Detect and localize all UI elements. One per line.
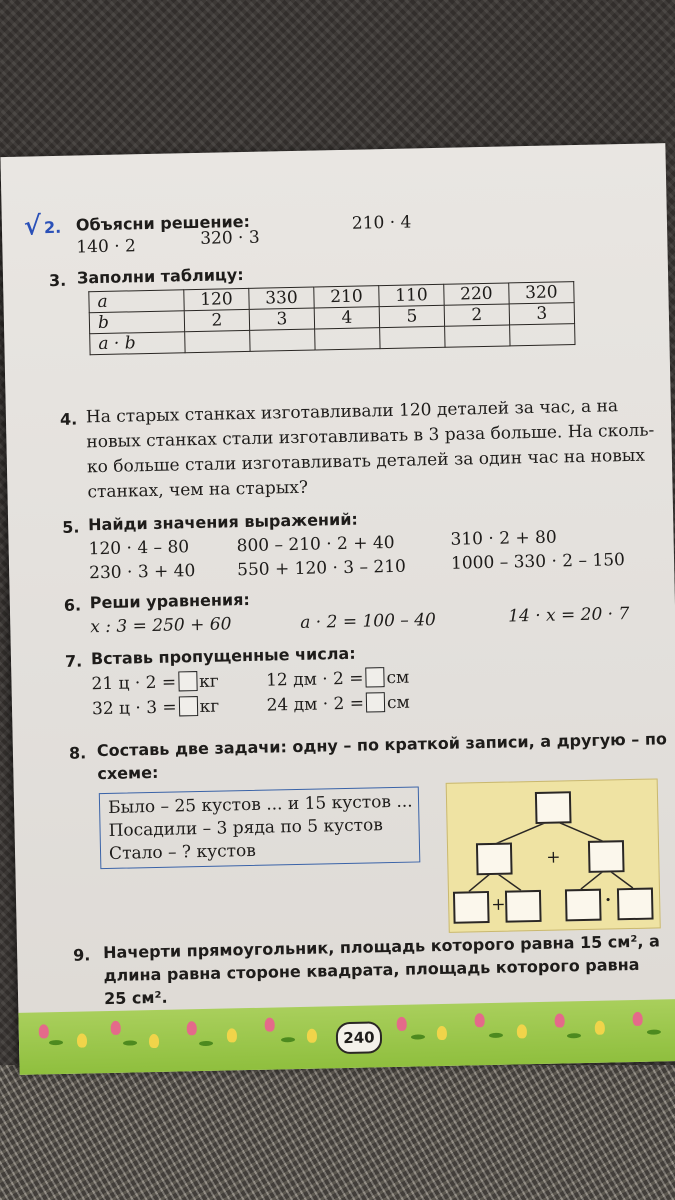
- task-6-eq-3: 14 · x = 20 · 7: [507, 603, 630, 627]
- flower-icon: [149, 1034, 159, 1048]
- task-7-expr: 21 ц · 2 =: [91, 672, 177, 695]
- leaf-icon: [411, 1034, 425, 1039]
- leaf-icon: [199, 1041, 213, 1046]
- flower-icon: [633, 1012, 643, 1026]
- task-7-number: 7.: [64, 651, 83, 671]
- table-cell: 210: [314, 286, 379, 308]
- short-note-line: Стало – ? кустов: [108, 840, 257, 864]
- task-8-line-2: схеме:: [97, 762, 159, 784]
- task-5-expr-3: 310 · 2 + 80: [450, 527, 557, 550]
- table-cell-empty: [185, 330, 250, 352]
- task-4-number: 4.: [59, 409, 78, 429]
- task-8-number: 8.: [68, 743, 87, 763]
- task-9-number: 9.: [72, 945, 91, 965]
- task-6-eq-1: x : 3 = 250 + 60: [90, 614, 232, 638]
- table-cell: 110: [379, 284, 444, 306]
- task-5-title: Найди значения выражений:: [87, 509, 359, 535]
- table-row-header: b: [89, 311, 184, 334]
- task-8-line-1: Составь две задачи: одну – по краткой записи, а другую – по: [96, 729, 668, 761]
- page-number: 240: [336, 1021, 383, 1054]
- flower-icon: [307, 1029, 317, 1043]
- table-cell: 330: [249, 287, 314, 309]
- task-4-text: [86, 393, 656, 505]
- plus-sign: +: [491, 894, 506, 915]
- table-cell-empty: [250, 329, 315, 351]
- flower-icon: [39, 1024, 49, 1038]
- task-5-expr-5: 550 + 120 · 3 – 210: [236, 556, 407, 581]
- task-7-title: Вставь пропущенные числа:: [90, 643, 356, 669]
- table-cell-empty: [380, 326, 445, 348]
- answer-box: [365, 667, 384, 687]
- task-2-title: Объясни решение:: [75, 211, 251, 235]
- task-5-expr-1: 120 · 4 – 80: [88, 537, 190, 560]
- table-cell: 2: [444, 304, 509, 326]
- table-cell-empty: [315, 328, 380, 350]
- flower-icon: [517, 1024, 527, 1038]
- leaf-icon: [49, 1040, 63, 1045]
- textbook-page: [0, 143, 675, 1075]
- flower-icon: [595, 1021, 605, 1035]
- task-7-expr: 12 дм · 2 =: [265, 668, 364, 691]
- task-6-eq-2: a · 2 = 100 – 40: [300, 610, 437, 633]
- task-7-row-2: [92, 692, 410, 720]
- task-6-title: Реши уравнения:: [89, 589, 250, 613]
- task-9-line-2: длина равна стороне квадрата, площадь которого равна: [103, 954, 640, 986]
- scheme-box-low: [617, 888, 654, 921]
- unit-label: кг: [198, 671, 219, 693]
- task-2-expr-3: 210 · 4: [351, 212, 412, 234]
- table-cell-empty: [510, 324, 575, 346]
- task-3-title: Заполни таблицу:: [76, 264, 244, 288]
- check-mark-icon: √: [23, 211, 42, 242]
- flower-icon: [397, 1017, 407, 1031]
- scheme-box-mid-left: [476, 843, 513, 876]
- task-9-line-1: Начерти прямоугольник, площадь которого равна 15 см², а: [102, 931, 660, 963]
- task-5-expr-6: 1000 – 330 · 2 – 150: [450, 550, 626, 574]
- scheme-diagram: [446, 778, 661, 932]
- task-4-line: станках, чем на старых?: [87, 477, 309, 503]
- task-5-expr-4: 230 · 3 + 40: [88, 561, 196, 584]
- answer-box: [178, 671, 197, 691]
- table-row-header: a · b: [90, 332, 185, 355]
- task-7-row-1: [91, 667, 409, 695]
- answer-box: [366, 692, 385, 712]
- scheme-box-top: [535, 791, 572, 824]
- scheme-box-low: [453, 891, 490, 924]
- multiply-sign: ·: [604, 890, 612, 911]
- short-note-box: [99, 786, 421, 869]
- task-2-expr-1: 140 · 2: [76, 236, 137, 258]
- flower-icon: [555, 1013, 565, 1027]
- fill-table: [88, 281, 575, 355]
- task-7-expr: 24 дм · 2 =: [266, 693, 365, 716]
- table-cell-empty: [445, 325, 510, 347]
- table-cell: 4: [314, 307, 379, 329]
- task-6-number: 6.: [63, 595, 82, 615]
- task-4-line: ко больше стали изготавливать деталей за один час на новых: [86, 445, 646, 478]
- task-9-line-3: 25 см².: [103, 987, 168, 1009]
- table-row-header: a: [89, 290, 184, 313]
- table-cell: 5: [379, 305, 444, 327]
- leaf-icon: [281, 1037, 295, 1042]
- unit-label: кг: [199, 696, 220, 718]
- task-5-expr-2: 800 – 210 · 2 + 40: [236, 532, 395, 557]
- flower-icon: [187, 1021, 197, 1035]
- leaf-icon: [123, 1040, 137, 1045]
- carpet-background: [0, 1065, 675, 1200]
- table-cell: 220: [444, 283, 509, 305]
- table-cell: 120: [184, 288, 249, 310]
- flower-icon: [437, 1026, 447, 1040]
- task-7-expr: 32 ц · 3 =: [91, 697, 177, 720]
- table-cell: 3: [509, 303, 574, 325]
- leaf-icon: [567, 1033, 581, 1038]
- task-2-expr-2: 320 · 3: [200, 227, 260, 249]
- short-note-line: Было – 25 кустов ... и 15 кустов ...: [107, 791, 413, 818]
- answer-box: [178, 696, 197, 716]
- task-4-line: новых станках стали изготавливать в 3 раза больше. На сколь-: [86, 420, 655, 453]
- unit-label: см: [386, 692, 410, 714]
- leaf-icon: [647, 1029, 661, 1034]
- flower-icon: [474, 1013, 484, 1027]
- table-cell: 320: [509, 282, 574, 304]
- flower-icon: [77, 1033, 87, 1047]
- plus-sign: +: [546, 847, 561, 868]
- flower-icon: [265, 1018, 275, 1032]
- task-3-number: 3.: [48, 270, 67, 291]
- flower-icon: [111, 1021, 121, 1035]
- task-4-line: На старых станках изготавливали 120 деталей за час, а на: [85, 396, 619, 428]
- flower-icon: [227, 1028, 237, 1042]
- task-5-number: 5.: [62, 517, 80, 537]
- short-note-line: Посадили – 3 ряда по 5 кустов: [108, 815, 384, 841]
- task-2-number: 2.: [43, 217, 62, 238]
- table-cell: 2: [184, 309, 249, 331]
- table-cell: 3: [249, 308, 314, 330]
- scheme-box-mid-right: [588, 840, 625, 873]
- leaf-icon: [489, 1033, 503, 1038]
- unit-label: см: [386, 667, 410, 689]
- scheme-box-low: [505, 890, 542, 923]
- scheme-box-low: [565, 889, 602, 922]
